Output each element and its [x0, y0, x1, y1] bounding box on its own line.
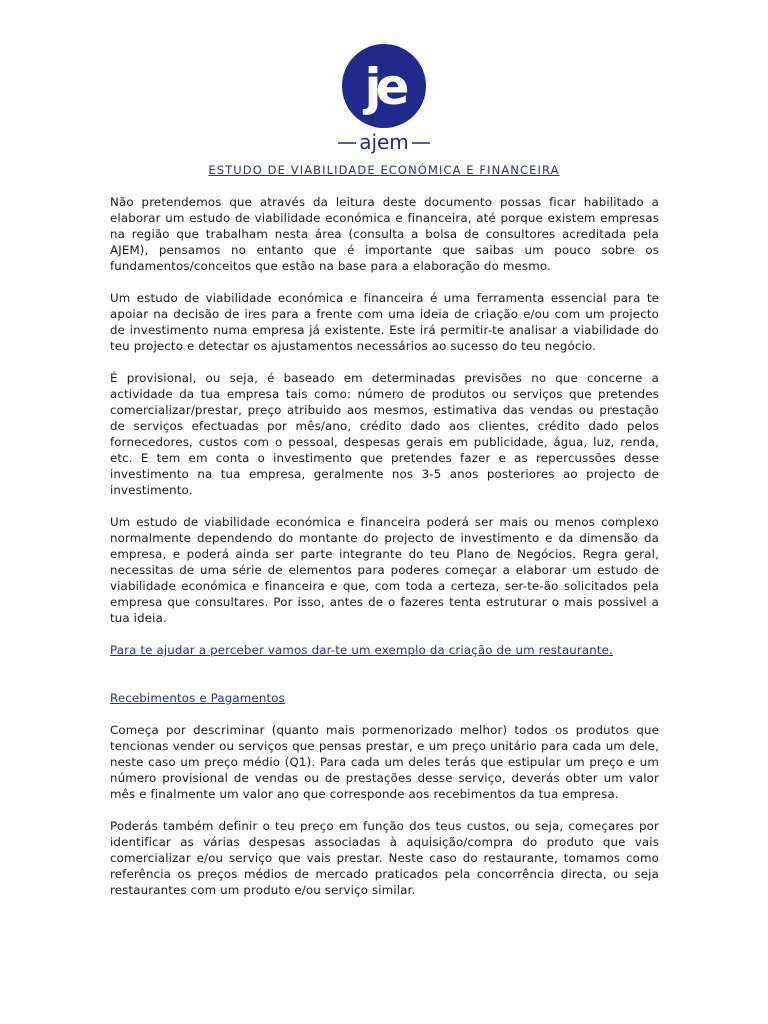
intro-paragraph-4: Um estudo de viabilidade económica e financeira poderá ser mais ou menos complexo normalmente dependendo do montante do projecto de investimento e da dimensão da empresa, e poderá ainda ser parte integrante do teu Plano de Negócios. Regra geral, necessitas de uma série de elementos para poderes começar a elaborar um estudo de viabilidade económica e financeira e que, com toda a certeza, ser-te-ão solicitados pela empresa que consultares. Por isso, antes de o fazeres tenta estruturar o mais possivel a tua ideia. [110, 515, 659, 625]
document-body [110, 194, 659, 898]
section-paragraph-1: Começa por descriminar (quanto mais pormenorizado melhor) todos os produtos que tencionas vender ou serviços que pensas prestar, e um preço unitário para cada um dele, neste caso um preço médio (Q1). Para cada um deles terás que estipular um preço e um número provisional de vendas ou de prestações desse serviço, deverás obter um valor mês e finalmente um valor ano que corresponde aos recebimentos da tua empresa. [110, 723, 659, 801]
section-paragraph-2: Poderás também definir o teu preço em função dos teus custos, ou seja, começares por identificar as várias despesas associadas à aquisição/compra do produto que vais comercializar e/ou serviço que vais prestar. Neste caso do restaurante, tomamos como referência os preços médios de mercado praticados pela concorrência directa, ou seja restaurantes com um produto e/ou serviço similar. [110, 819, 659, 897]
intro-paragraph-1: Não pretendemos que através da leitura deste documento possas ficar habilitado a elaborar um estudo de viabilidade económica e financeira, até porque existem empresas na região que trabalham nesta área (consulta a bolsa de consultores acreditada pela AJEM), pensamos no entanto que é importante que saibas um pouco sobre os fundamentos/conceitos que estão na base para a elaboração do mesmo. [110, 195, 659, 273]
document-title: ESTUDO DE VIABILIDADE ECONÓMICA E FINANCEIRA [208, 163, 560, 177]
ajem-logo [334, 42, 434, 154]
example-link[interactable]: Para te ajudar a perceber vamos dar-te um exemplo da criação de um restaurante. [110, 643, 613, 657]
intro-paragraph-2: Um estudo de viabilidade económica e financeira é uma ferramenta essencial para te apoiar na decisão de ires para a frente com uma ideia de criação e/ou com um projecto de investimento numa empresa já existente. Este irá permitir-te analisar a viabilidade do teu projecto e detectar os ajustamentos necessários ao sucesso do teu negócio. [110, 291, 659, 353]
section-heading-receipts-payments: Recebimentos e Pagamentos [110, 691, 285, 705]
logo-letters: je [364, 58, 404, 116]
logo-brand: ajem [359, 130, 409, 154]
intro-paragraph-3: É provisional, ou seja, é baseado em determinadas previsões no que concerne a actividade da tua empresa tais como: número de produtos ou serviços que pretendes comercializar/prestar, preço atribuido aos mesmos, estimativa das vendas ou prestação de serviços efectuadas por mês/ano, crédito dado aos clientes, crédito dado pelos fornecedores, custos com o pessoal, despesas gerais em publicidade, água, luz, renda, etc. E tem em conta o investimento que pretendes fazer e as repercussões desse investimento na tua empresa, geralmente nos 3-5 anos posteriores ao projecto de investimento. [110, 371, 659, 497]
